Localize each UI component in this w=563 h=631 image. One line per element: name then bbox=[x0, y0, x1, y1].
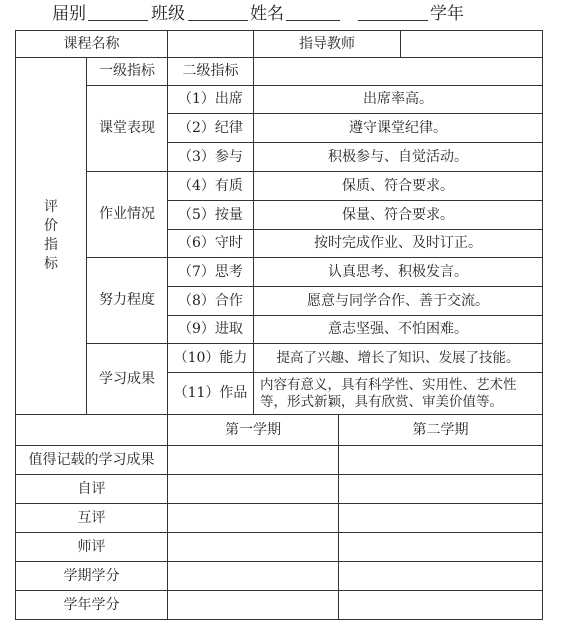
item-label: （7）思考 bbox=[167, 257, 254, 287]
item-desc: 保质、符合要求。 bbox=[253, 171, 543, 201]
semester1-cell[interactable] bbox=[167, 474, 339, 504]
item-label: （9）进取 bbox=[167, 315, 254, 344]
name-blank[interactable] bbox=[286, 0, 340, 21]
eval-section-char: 指 bbox=[44, 237, 58, 253]
semester1-cell[interactable] bbox=[167, 503, 339, 533]
course-name-field[interactable] bbox=[167, 30, 254, 58]
class-label: 班级 bbox=[151, 4, 185, 24]
group-name: 学习成果 bbox=[86, 343, 168, 415]
item-label: （4）有质 bbox=[167, 171, 254, 201]
semester1-cell[interactable] bbox=[167, 561, 339, 591]
item-label: （10）能力 bbox=[167, 343, 254, 373]
item-label: （6）守时 bbox=[167, 229, 254, 258]
course-name-label: 课程名称 bbox=[15, 30, 168, 58]
eval-section-label bbox=[15, 57, 87, 415]
item-desc: 出席率高。 bbox=[253, 85, 543, 114]
semester2-cell[interactable] bbox=[338, 561, 543, 591]
item-desc: 认真思考、积极发言。 bbox=[253, 257, 543, 287]
item-desc: 遵守课堂纪律。 bbox=[253, 113, 543, 143]
summary-row-label: 互评 bbox=[15, 503, 168, 533]
teacher-field[interactable] bbox=[400, 30, 543, 58]
session-blank[interactable] bbox=[88, 0, 148, 21]
summary-row-label: 师评 bbox=[15, 532, 168, 562]
level2-desc-header bbox=[253, 57, 543, 86]
item-desc: 提高了兴趣、增长了知识、发展了技能。 bbox=[253, 343, 543, 373]
year-blank[interactable] bbox=[358, 0, 428, 21]
level2-header: 二级指标 bbox=[167, 57, 254, 86]
semester2-header: 第二学期 bbox=[338, 414, 543, 446]
group-name: 努力程度 bbox=[86, 257, 168, 344]
item-desc: 愿意与同学合作、善于交流。 bbox=[253, 286, 543, 316]
semester1-cell[interactable] bbox=[167, 590, 339, 620]
semester2-cell[interactable] bbox=[338, 532, 543, 562]
summary-row-label: 值得记载的学习成果 bbox=[15, 445, 168, 475]
year-label: 学年 bbox=[430, 4, 464, 24]
semester2-cell[interactable] bbox=[338, 474, 543, 504]
semester2-cell[interactable] bbox=[338, 503, 543, 533]
eval-section-char: 评 bbox=[44, 199, 58, 216]
name-label: 姓名 bbox=[250, 4, 284, 24]
item-label: （2）纪律 bbox=[167, 113, 254, 143]
item-label: （1）出席 bbox=[167, 85, 254, 114]
item-desc: 积极参与、自觉活动。 bbox=[253, 142, 543, 172]
item-label: （8）合作 bbox=[167, 286, 254, 316]
summary-corner bbox=[15, 414, 168, 446]
item-desc: 保量、符合要求。 bbox=[253, 200, 543, 230]
group-name: 课堂表现 bbox=[86, 85, 168, 172]
item-label: （11）作品 bbox=[167, 372, 254, 415]
class-blank[interactable] bbox=[188, 0, 248, 21]
item-desc: 按时完成作业、及时订正。 bbox=[253, 229, 543, 258]
semester2-cell[interactable] bbox=[338, 590, 543, 620]
summary-row-label: 学期学分 bbox=[15, 561, 168, 591]
teacher-label: 指导教师 bbox=[253, 30, 401, 58]
level1-header: 一级指标 bbox=[86, 57, 168, 86]
session-label: 届别 bbox=[52, 4, 86, 24]
semester1-cell[interactable] bbox=[167, 532, 339, 562]
semester1-cell[interactable] bbox=[167, 445, 339, 475]
summary-row-label: 自评 bbox=[15, 474, 168, 504]
semester2-cell[interactable] bbox=[338, 445, 543, 475]
item-desc: 意志坚强、不怕困难。 bbox=[253, 315, 543, 344]
group-name: 作业情况 bbox=[86, 171, 168, 258]
eval-section-char: 价 bbox=[44, 218, 58, 235]
eval-section-char: 标 bbox=[44, 255, 58, 272]
item-desc: 内容有意义，具有科学性、实用性、艺术性等，形式新颖，具有欣赏、审美价值等。 bbox=[253, 372, 543, 415]
summary-row-label: 学年学分 bbox=[15, 590, 168, 620]
semester1-header: 第一学期 bbox=[167, 414, 339, 446]
item-label: （5）按量 bbox=[167, 200, 254, 230]
form-header bbox=[0, 0, 563, 28]
item-label: （3）参与 bbox=[167, 142, 254, 172]
